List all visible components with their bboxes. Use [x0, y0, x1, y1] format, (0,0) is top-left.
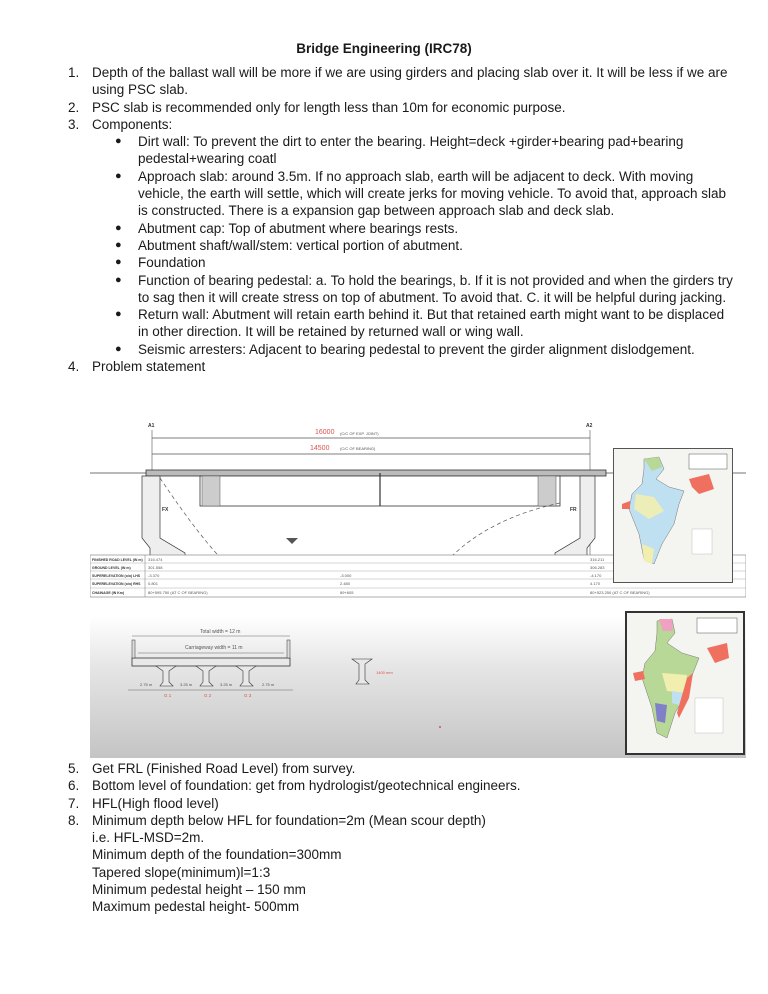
item-number: 8.	[68, 812, 80, 828]
item-number: 2.	[68, 99, 80, 115]
bullet-icon: ●	[115, 308, 122, 321]
svg-text:Carriageway width = 11 m: Carriageway width = 11 m	[185, 645, 243, 651]
svg-text:0.801: 0.801	[148, 581, 159, 586]
bullet-icon: ●	[115, 342, 122, 355]
component-bearing-pedestal	[0, 272, 768, 307]
numbered-list-bottom	[0, 760, 768, 916]
bullet-icon: ●	[115, 169, 122, 182]
svg-text:80+595.750 (AT C OF BEARING): 80+595.750 (AT C OF BEARING)	[148, 590, 208, 595]
svg-text:FX: FX	[162, 507, 169, 513]
item8-line: Maximum pedestal height- 500mm	[92, 899, 300, 915]
svg-text:Total width = 12 m: Total width = 12 m	[200, 629, 241, 635]
list-item-8	[0, 812, 768, 829]
bullet-text: Abutment shaft/wall/stem: vertical portion of abutment.	[138, 237, 463, 253]
item-text: Bottom level of foundation: get from hydrologist/geotechnical engineers.	[92, 778, 521, 794]
item-text: Get FRL (Finished Road Level) from survey.	[92, 761, 356, 776]
bullet-text: Dirt wall: To prevent the dirt to enter the bearing. Height=deck +girder+bearing pad+bearing pedestal+wearing coatl	[138, 134, 684, 167]
item8-line: Minimum pedestal height – 150 mm	[92, 882, 306, 898]
list-item-6	[0, 777, 768, 794]
svg-text:FR: FR	[570, 507, 577, 513]
item-text: Depth of the ballast wall will be more if we are using girders and placing slab over it. It will be less if we are using PSC slab.	[92, 65, 728, 98]
svg-text:-4.170: -4.170	[590, 573, 602, 578]
item-number: 4.	[68, 359, 80, 375]
svg-text:89+605: 89+605	[340, 590, 354, 595]
svg-text:(C/C OF EXP. JOINT): (C/C OF EXP. JOINT)	[340, 431, 379, 436]
list-item-5	[0, 760, 768, 777]
wind-map-svg	[627, 613, 743, 753]
svg-text:306.283: 306.283	[590, 565, 605, 570]
component-return-wall	[0, 306, 768, 341]
list-item-7	[0, 795, 768, 812]
wind-speed-map	[625, 611, 745, 755]
component-seismic-arresters	[0, 341, 768, 358]
svg-text:16000: 16000	[315, 429, 335, 436]
svg-text:1400 mm: 1400 mm	[376, 670, 393, 675]
item-number: 1.	[68, 65, 80, 80]
svg-text:SUPERELEVATION (o/o) RHS: SUPERELEVATION (o/o) RHS	[92, 582, 141, 586]
item-number: 7.	[68, 795, 80, 811]
item-text: PSC slab is recommended only for length less than 10m for economic purpose.	[92, 99, 566, 115]
bullet-text: Foundation	[138, 255, 206, 271]
svg-text:2.75 m: 2.75 m	[262, 682, 275, 687]
svg-text:G 1: G 1	[164, 693, 172, 698]
svg-text:14500: 14500	[310, 445, 330, 452]
item8-line: Tapered slope(minimum)l=1:3	[92, 864, 271, 880]
component-dirt-wall	[0, 133, 768, 168]
component-abutment-cap	[0, 220, 768, 237]
bullet-icon: ●	[115, 256, 122, 269]
svg-text:G 3: G 3	[244, 693, 252, 698]
seismic-zone-map	[613, 448, 733, 583]
bullet-text: Abutment cap: Top of abutment where bearings rests.	[138, 220, 459, 236]
item8-line: Minimum depth of the foundation=300mm	[92, 847, 342, 863]
svg-text:A2: A2	[586, 423, 593, 429]
bullet-text: Seismic arresters: Adjacent to bearing pedestal to prevent the girder alignment dislodgement.	[138, 341, 695, 357]
numbered-list-top	[0, 64, 768, 375]
problem-statement-figure	[90, 418, 746, 758]
list-item-4	[0, 358, 768, 375]
item-text: Problem statement	[92, 359, 206, 375]
svg-text:316.211: 316.211	[590, 557, 605, 562]
list-item-2	[0, 99, 768, 116]
component-abutment-shaft	[0, 237, 768, 254]
bullet-icon: ●	[115, 238, 122, 251]
item-number: 5.	[68, 761, 80, 776]
bullet-text: Function of bearing pedestal: a. To hold the bearings, b. If it is not provided and when the girders try to sag then it will create stress on top of abutment. To avoid that. C. it will be helpful during jacking.	[138, 272, 733, 305]
bullet-text: Return wall: Abutment will retain earth behind it. But that retained earth might want to be displaced in other direction. It will be retained by returned wall or wing wall.	[138, 307, 725, 340]
svg-text:-3.370: -3.370	[148, 573, 160, 578]
item-text: HFL(High flood level)	[92, 795, 219, 811]
list-item-3	[0, 116, 768, 133]
item-text: Components:	[92, 116, 173, 132]
bullet-text: Approach slab: around 3.5m. If no approach slab, earth will be adjacent to deck. With moving vehicle, the earth will settle, which will create jerks for moving vehicle. To avoid that, approach slab is constructed. There is a expansion gap between approach slab and deck slab.	[138, 168, 727, 219]
svg-text:2.75 m: 2.75 m	[140, 682, 153, 687]
svg-text:3.25 m: 3.25 m	[220, 682, 233, 687]
seismic-map-svg	[614, 449, 732, 582]
svg-text:CHAINAGE (IN Km): CHAINAGE (IN Km)	[92, 591, 125, 595]
svg-text:301.558: 301.558	[148, 565, 163, 570]
svg-text:FINISHED ROAD LEVEL (IN m): FINISHED ROAD LEVEL (IN m)	[92, 558, 143, 562]
item-number: 6.	[68, 778, 80, 794]
component-foundation	[0, 254, 768, 271]
bullet-icon: ●	[115, 221, 122, 234]
item-text: Minimum depth below HFL for foundation=2m (Mean scour depth)	[92, 812, 486, 828]
bullet-icon: ●	[115, 273, 122, 286]
svg-text:4.170: 4.170	[590, 581, 601, 586]
svg-text:G 2: G 2	[204, 693, 212, 698]
svg-text:A1: A1	[148, 423, 155, 429]
svg-text:-3.000: -3.000	[340, 573, 352, 578]
svg-text:80+523.250 (AT C OF BEARING): 80+523.250 (AT C OF BEARING)	[590, 590, 650, 595]
item-number: 3.	[68, 116, 80, 132]
page-title: Bridge Engineering (IRC78)	[296, 41, 472, 56]
svg-text:316.474: 316.474	[148, 557, 163, 562]
list-item-1	[0, 64, 768, 99]
svg-text:(C/C OF BEARING): (C/C OF BEARING)	[340, 446, 376, 451]
svg-text:2.480: 2.480	[340, 581, 351, 586]
svg-text:3.25 m: 3.25 m	[180, 682, 193, 687]
svg-text:SUPERELEVATION (o/o) LHS: SUPERELEVATION (o/o) LHS	[92, 574, 141, 578]
bullet-icon: ●	[115, 135, 122, 148]
svg-text:GROUND LEVEL (IN m): GROUND LEVEL (IN m)	[92, 566, 131, 570]
component-approach-slab	[0, 168, 768, 220]
item8-line: i.e. HFL-MSD=2m.	[92, 830, 205, 846]
